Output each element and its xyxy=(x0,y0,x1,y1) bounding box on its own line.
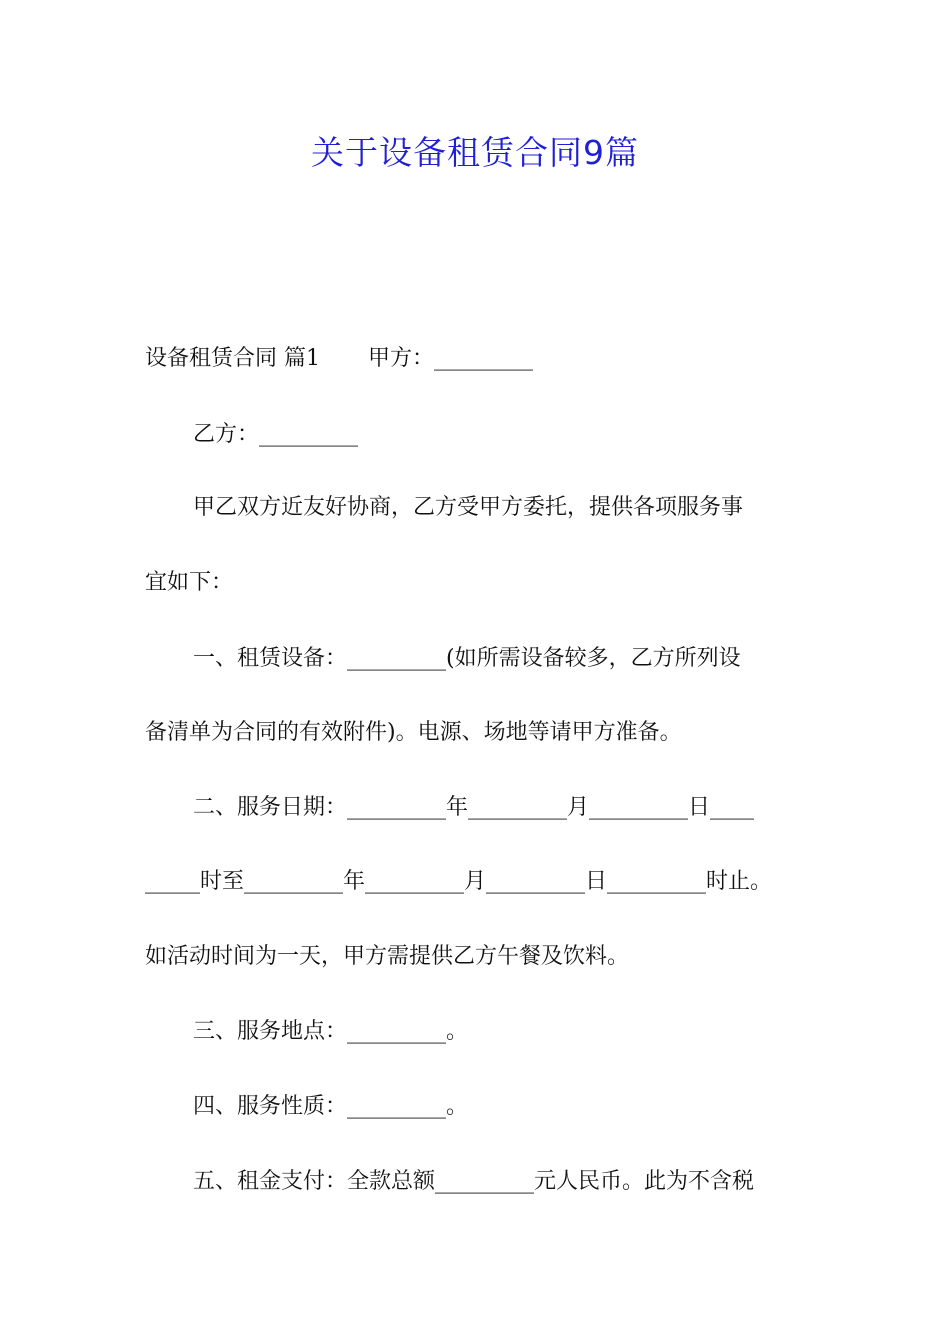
clause-1-continuation: 备清单为合同的有效附件)。电源、场地等请甲方准备。 xyxy=(145,720,682,745)
clause-2-line: 二、服务日期：_________年_________月_________日____ xyxy=(193,795,755,820)
clause-3-line: 三、服务地点：_________。 xyxy=(193,1019,469,1044)
paragraph-line: 甲乙双方近友好协商，乙方受甲方委托，提供各项服务事 xyxy=(193,495,744,520)
paragraph-line: 宜如下： xyxy=(145,570,234,595)
clause-2-note: 如活动时间为一天，甲方需提供乙方午餐及饮料。 xyxy=(145,944,630,969)
contract-heading-line xyxy=(145,343,825,375)
contract-section-label: 设备租赁合同 篇1 xyxy=(145,346,320,371)
document-title: 关于设备租赁合同9篇 xyxy=(311,133,639,172)
clause-4-line: 四、服务性质：_________。 xyxy=(193,1094,469,1119)
clause-2-continuation: _____时至_________年_________月_________日_________时止。 xyxy=(145,869,773,894)
party-a-field: 甲方：_________ xyxy=(368,346,534,371)
clause-5-line: 五、租金支付：全款总额_________元人民币。此为不含税 xyxy=(193,1169,755,1194)
party-b-field: 乙方：_________ xyxy=(193,422,359,447)
clause-1-line: 一、租赁设备：_________(如所需设备较多，乙方所列设 xyxy=(193,646,741,671)
